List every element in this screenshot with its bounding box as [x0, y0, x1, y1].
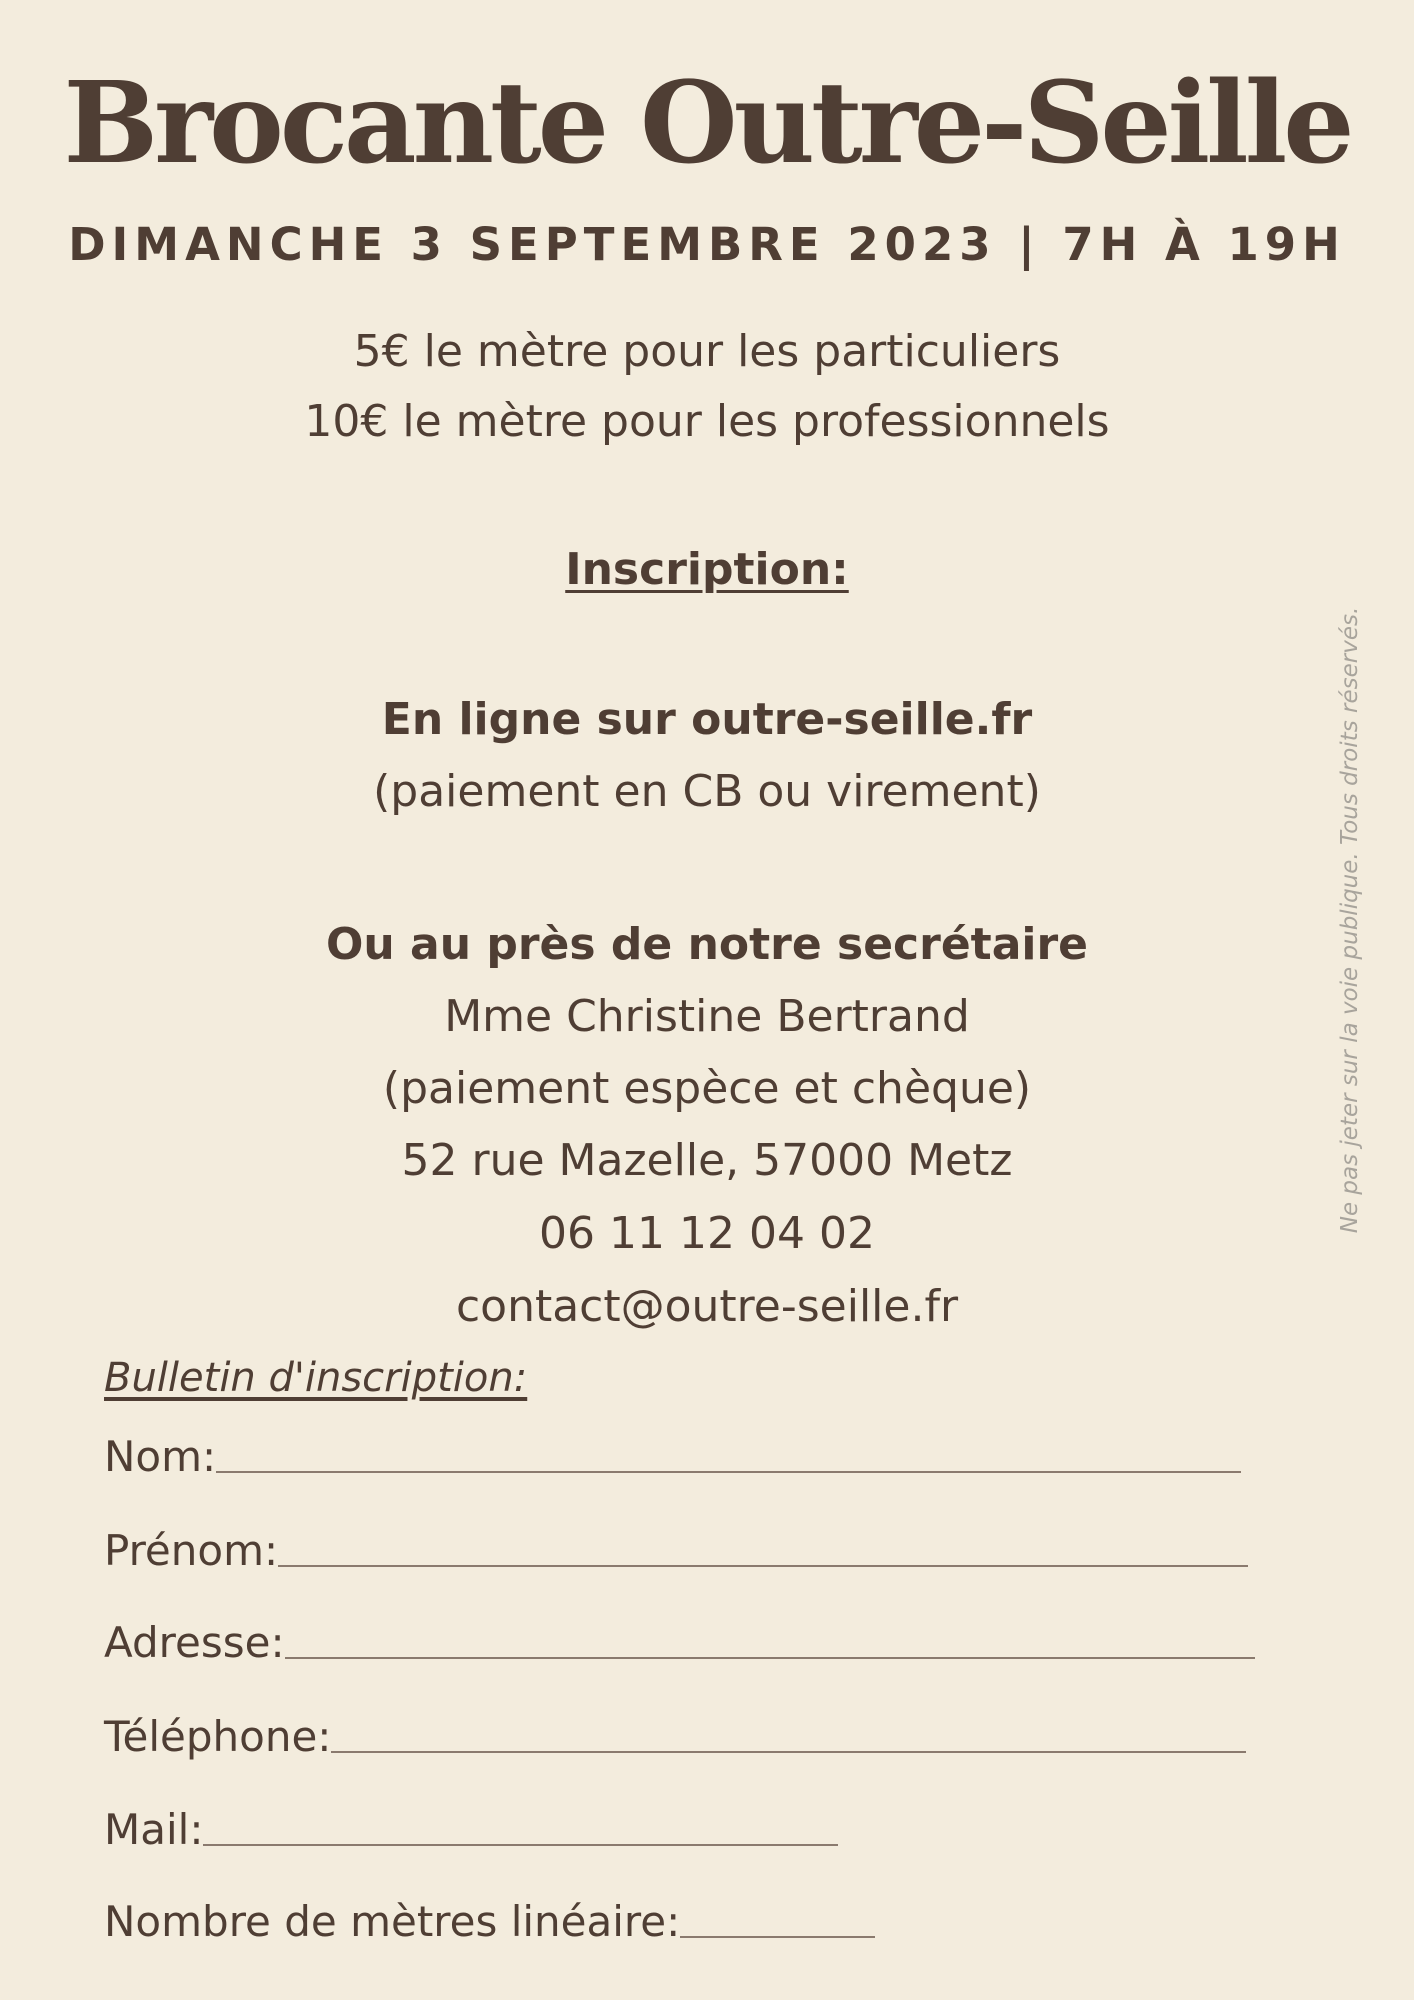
form-field-metres[interactable]	[104, 1897, 875, 1946]
secretary-payment: (paiement espèce et chèque)	[382, 1063, 1032, 1114]
side-note: Ne pas jeter sur la voie publique. Tous droits réservés.	[1337, 606, 1363, 1234]
form-label: Mail:	[104, 1805, 204, 1854]
form-field-prenom[interactable]	[104, 1526, 1248, 1575]
price-individuals: 5€ le mètre pour les particuliers	[353, 326, 1061, 377]
online-registration: En ligne sur outre-seille.fr	[381, 694, 1033, 745]
form-input-line[interactable]	[285, 1655, 1255, 1659]
inscription-heading-wrap	[0, 544, 1414, 595]
form-input-line[interactable]	[680, 1934, 875, 1938]
form-label: Prénom:	[104, 1526, 279, 1575]
form-input-line[interactable]	[331, 1749, 1246, 1753]
page-title: Brocante Outre-Seille	[63, 58, 1351, 189]
form-label: Nom:	[104, 1432, 217, 1481]
form-label: Nombre de mètres linéaire:	[104, 1897, 681, 1946]
inscription-heading: Inscription:	[565, 544, 849, 595]
form-input-line[interactable]	[278, 1563, 1248, 1567]
form-label: Adresse:	[104, 1618, 285, 1667]
form-field-adresse[interactable]	[104, 1618, 1255, 1667]
form-field-telephone[interactable]	[104, 1712, 1246, 1761]
form-label: Téléphone:	[104, 1712, 332, 1761]
secretary-name: Mme Christine Bertrand	[444, 991, 970, 1042]
price-professionals: 10€ le mètre pour les professionnels	[304, 396, 1110, 447]
secretary-phone: 06 11 12 04 02	[539, 1208, 875, 1259]
form-field-mail[interactable]	[104, 1805, 838, 1854]
bulletin-title: Bulletin d'inscription:	[104, 1355, 528, 1401]
event-date: DIMANCHE 3 SEPTEMBRE 2023 | 7H À 19H	[68, 218, 1346, 271]
secretary-address: 52 rue Mazelle, 57000 Metz	[401, 1135, 1013, 1186]
form-input-line[interactable]	[216, 1469, 1241, 1473]
form-input-line[interactable]	[203, 1842, 838, 1846]
online-payment: (paiement en CB ou virement)	[373, 766, 1041, 817]
secretary-heading: Ou au près de notre secrétaire	[325, 919, 1089, 970]
secretary-email: contact@outre-seille.fr	[455, 1281, 959, 1332]
form-field-nom[interactable]	[104, 1432, 1241, 1481]
